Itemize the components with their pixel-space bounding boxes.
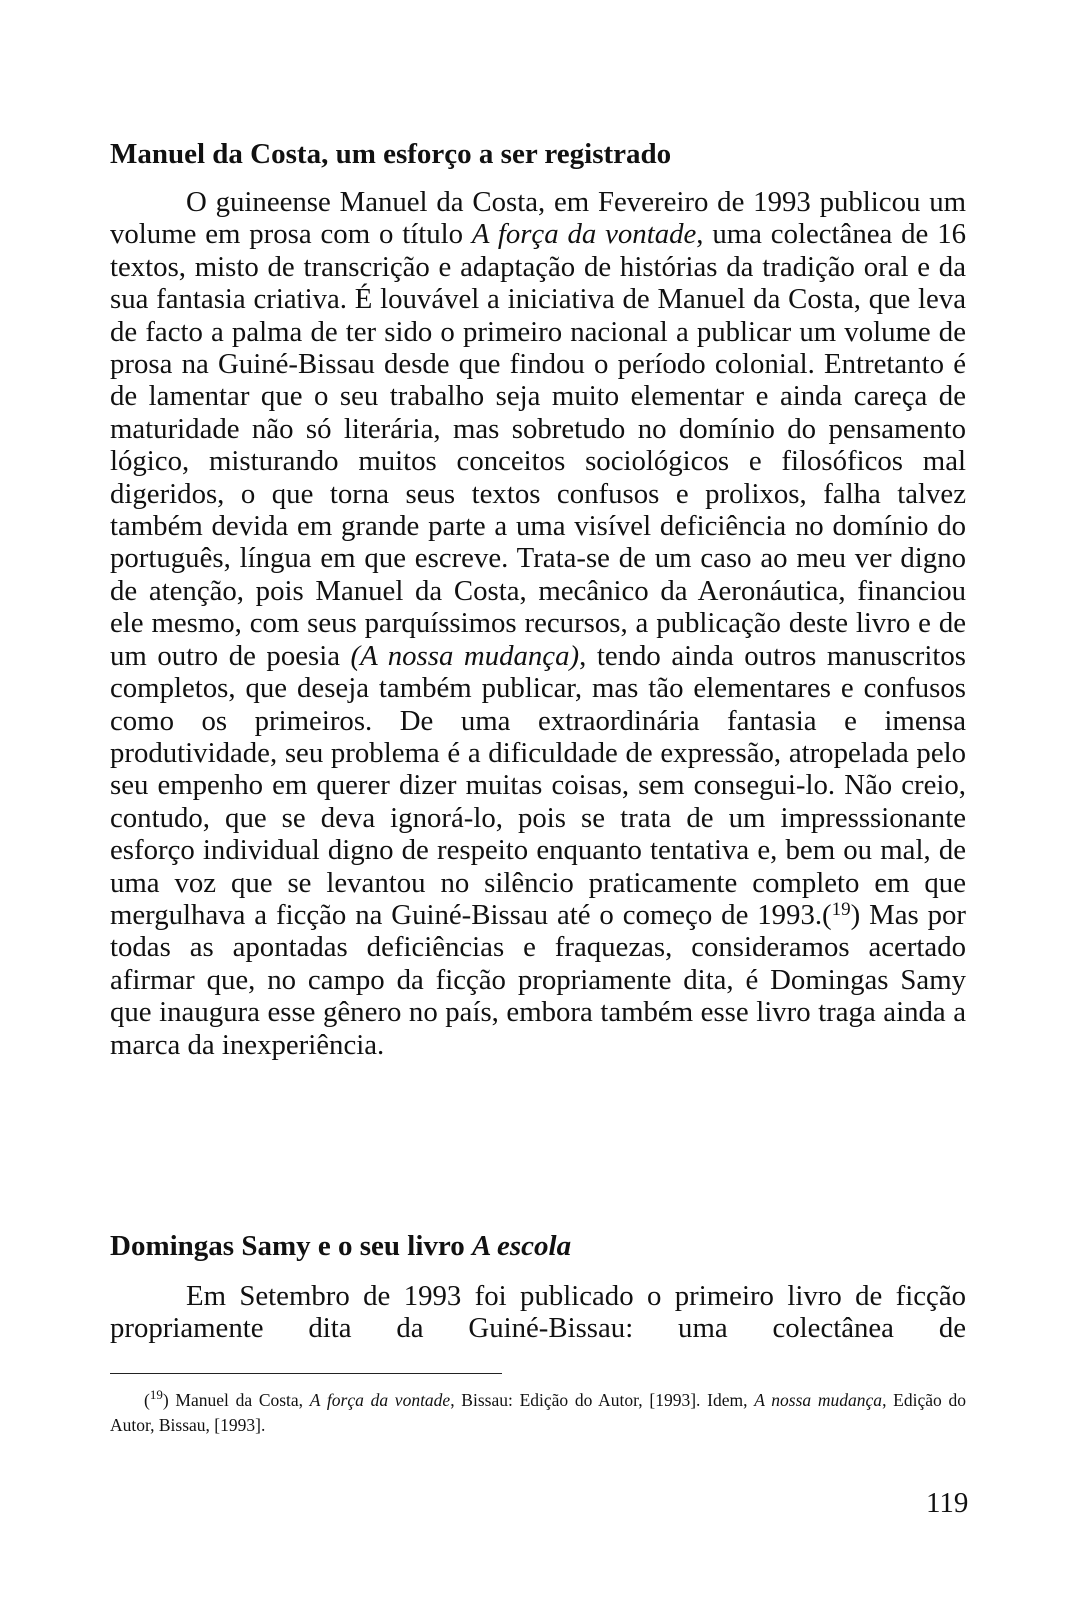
text-run: O guineense Manuel da Costa, em Fevereiro de 1993 publicou um volume em prosa com o título [110,186,966,251]
book-title: (A nossa mudança) [350,639,580,672]
footnote [110,1388,966,1438]
footnote-number: 19 [149,1387,163,1402]
footnote-paren: ) [162,1390,176,1410]
section-heading [110,137,966,171]
footnote-divider [110,1373,502,1374]
footnote-text: , Edição do Autor, Bissau, [1993]. [110,1390,966,1435]
section-body [110,1280,966,1345]
section-title [110,1229,966,1263]
title-text: Domingas Samy e o seu livro [110,1230,472,1262]
section-body [110,186,966,1061]
footnote-reference: 19 [831,898,851,920]
book-title: A força da vontade [309,1390,451,1410]
paragraph [110,186,966,1061]
text-run: , tendo ainda outros manuscritos completos, que deseja também publicar, mas tão elementares e confusos como os primeiros. De uma extraordinária fantasia e imensa produtividade, seu problema é a dificuldade de expressão, atropelada pelo seu empenho em querer dizer muitas coisas, sem consegui-lo. Não creio, contudo, que se deva ignorá-lo, pois se trata de um impresssionante esforço individual digno de respeito enquanto tentativa e, bem ou mal, de uma voz que se levantou no silêncio praticamente completo em que mergulhava a ficção na Guiné-Bissau até o começo de 1993.( [110,639,966,931]
footnote-text: , Bissau: Edição do Autor, [1993]. Idem, [450,1390,755,1410]
book-title: A nossa mudança [754,1390,883,1410]
footnote-text: Manuel da Costa, [175,1390,310,1410]
section-heading [110,1229,966,1263]
footnote-paren: ( [144,1390,150,1410]
paragraph: Em Setembro de 1993 foi publicado o primeiro livro de ficção propriamente dita da Guiné-Bissau: uma colectânea de [110,1280,966,1345]
section-title: Manuel da Costa, um esforço a ser registrado [110,138,672,170]
page-number: 119 [926,1487,969,1519]
book-title: A força da vontade [471,218,697,251]
text-run: , uma colectânea de 16 textos, misto de transcrição e adaptação de histórias da tradição oral e da sua fantasia criativa. É louvável a iniciativa de Manuel da Costa, que leva de facto a palma de ter sido o primeiro nacional a publicar um volume de prosa na Guiné-Bissau desde que findou o período colonial. Entretanto é de lamentar que o seu trabalho seja muito elementar e ainda careça de maturidade não só literária, mas sobretudo no domínio do pensamento lógico, misturando muitos conceitos sociológicos e filosóficos mal digeridos, o que torna seus textos confusos e prolixos, falha talvez também devida em grande parte a uma visível deficiência no domínio do português, língua em que escreve. Trata-se de um caso ao meu ver digno de atenção, pois Manuel da Costa, mecânico da Aeronáutica, financiou ele mesmo, com seus parquíssimos recursos, a publicação deste livro e de um outro de poesia [110,218,966,672]
book-title: A escola [471,1230,572,1262]
text-run: ) Mas por todas as apontadas deficiências e fraquezas, consideramos acertado afirmar que, no campo da ficção propriamente dita, é Domingas Samy que inaugura esse gênero no país, embora também esse livro traga ainda a marca da inexperiência. [110,898,967,1061]
